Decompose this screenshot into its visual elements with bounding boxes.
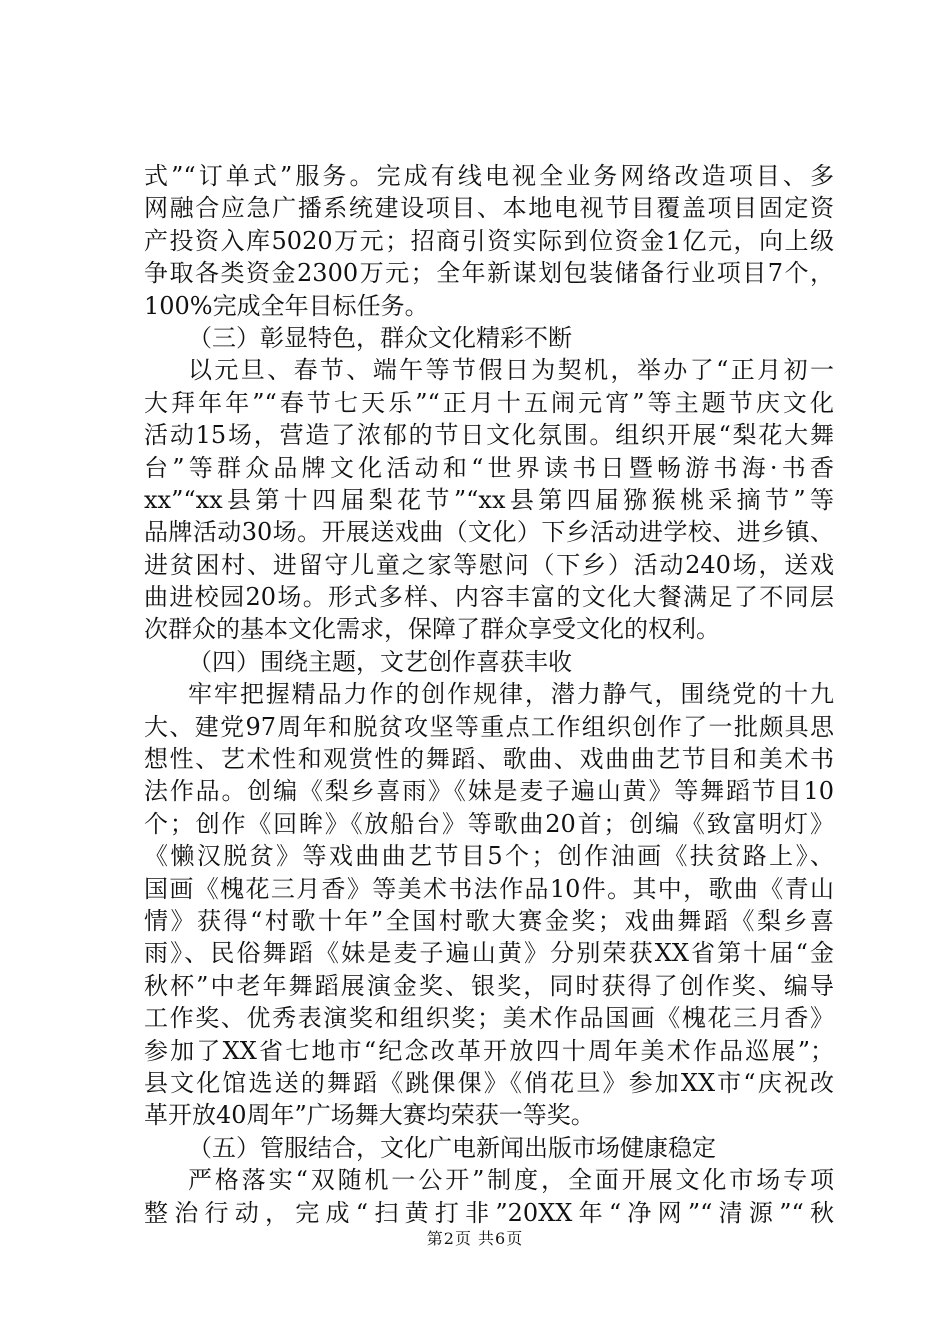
- paragraph-line: 大拜年年”“春节七天乐”“正月十五闹元宵”等主题节庆文化: [144, 388, 834, 417]
- paragraph-line: 个；创作《回眸》《放船台》等歌曲20首；创编《致富明灯》: [144, 809, 834, 838]
- paragraph-line: 式”“订单式”服务。完成有线电视全业务网络改造项目、多: [144, 162, 834, 190]
- paragraph-line: 整治行动，完成“扫黄打非”20XX年“净网”“清源”“秋: [144, 1198, 834, 1227]
- paragraph-line: 曲进校园20场。形式多样、内容丰富的文化大餐满足了不同层: [144, 583, 834, 612]
- paragraph-line: 参加了XX省七地市“纪念改革开放四十周年美术作品巡展”；: [144, 1036, 834, 1065]
- paragraph-line: 次群众的基本文化需求，保障了群众享受文化的权利。: [144, 615, 720, 644]
- section-heading: （三）彰显特色，群众文化精彩不断: [188, 323, 572, 352]
- paragraph-line: 网融合应急广播系统建设项目、本地电视节目覆盖项目固定资: [144, 194, 834, 223]
- paragraph-line: 以元旦、春节、端午等节假日为契机，举办了“正月初一: [188, 356, 834, 385]
- paragraph-line: 100%完成全年目标任务。: [144, 291, 429, 320]
- paragraph-line: 产投资入库5020万元；招商引资实际到位资金1亿元，向上级: [144, 226, 834, 255]
- document-body: [144, 160, 834, 1229]
- paragraph-line: 活动15场，营造了浓郁的节日文化氛围。组织开展“梨花大舞: [144, 421, 834, 450]
- paragraph-line: 台”等群众品牌文化活动和“世界读书日暨畅游书海·书香: [144, 453, 834, 482]
- paragraph-line: 品牌活动30场。开展送戏曲（文化）下乡活动进学校、进乡镇、: [144, 518, 834, 547]
- paragraph-line: 国画《槐花三月香》等美术书法作品10件。其中，歌曲《青山: [144, 874, 834, 903]
- page-number-footer: 第2页 共6页: [426, 1229, 524, 1248]
- paragraph-line: 想性、艺术性和观赏性的舞蹈、歌曲、戏曲曲艺节目和美术书: [144, 745, 834, 774]
- paragraph-line: 工作奖、优秀表演奖和组织奖；美术作品国画《槐花三月香》: [144, 1004, 834, 1033]
- paragraph-line: 严格落实“双随机一公开”制度，全面开展文化市场专项: [188, 1166, 834, 1195]
- paragraph-line: 县文化馆选送的舞蹈《跳倮倮》《俏花旦》参加XX市“庆祝改: [144, 1068, 834, 1097]
- paragraph-line: xx”“xx县第十四届梨花节”“xx县第四届猕猴桃采摘节”等: [144, 485, 834, 514]
- paragraph-line: 法作品。创编《梨乡喜雨》《妹是麦子遍山黄》等舞蹈节目10: [144, 777, 834, 806]
- paragraph-line: 雨》、民俗舞蹈《妹是麦子遍山黄》分别荣获XX省第十届“金: [144, 939, 834, 968]
- paragraph-line: 争取各类资金2300万元；全年新谋划包装储备行业项目7个，: [144, 259, 834, 288]
- paragraph-line: 革开放40周年”广场舞大赛均荣获一等奖。: [144, 1101, 595, 1130]
- paragraph-line: 大、建党97周年和脱贫攻坚等重点工作组织创作了一批颇具思: [144, 712, 834, 741]
- paragraph-line: 牢牢把握精品力作的创作规律，潜力静气，围绕党的十九: [188, 680, 834, 709]
- paragraph-line: 《懒汉脱贫》等戏曲曲艺节目5个；创作油画《扶贫路上》、: [144, 842, 834, 871]
- section-heading: （四）围绕主题，文艺创作喜获丰收: [188, 647, 572, 676]
- paragraph-line: 进贫困村、进留守儿童之家等慰问（下乡）活动240场，送戏: [144, 550, 834, 579]
- paragraph-line: 秋杯”中老年舞蹈展演金奖、银奖，同时获得了创作奖、编导: [144, 971, 834, 1000]
- paragraph-line: 情》获得“村歌十年”全国村歌大赛金奖；戏曲舞蹈《梨乡喜: [144, 906, 834, 935]
- section-heading: （五）管服结合，文化广电新闻出版市场健康稳定: [188, 1133, 716, 1162]
